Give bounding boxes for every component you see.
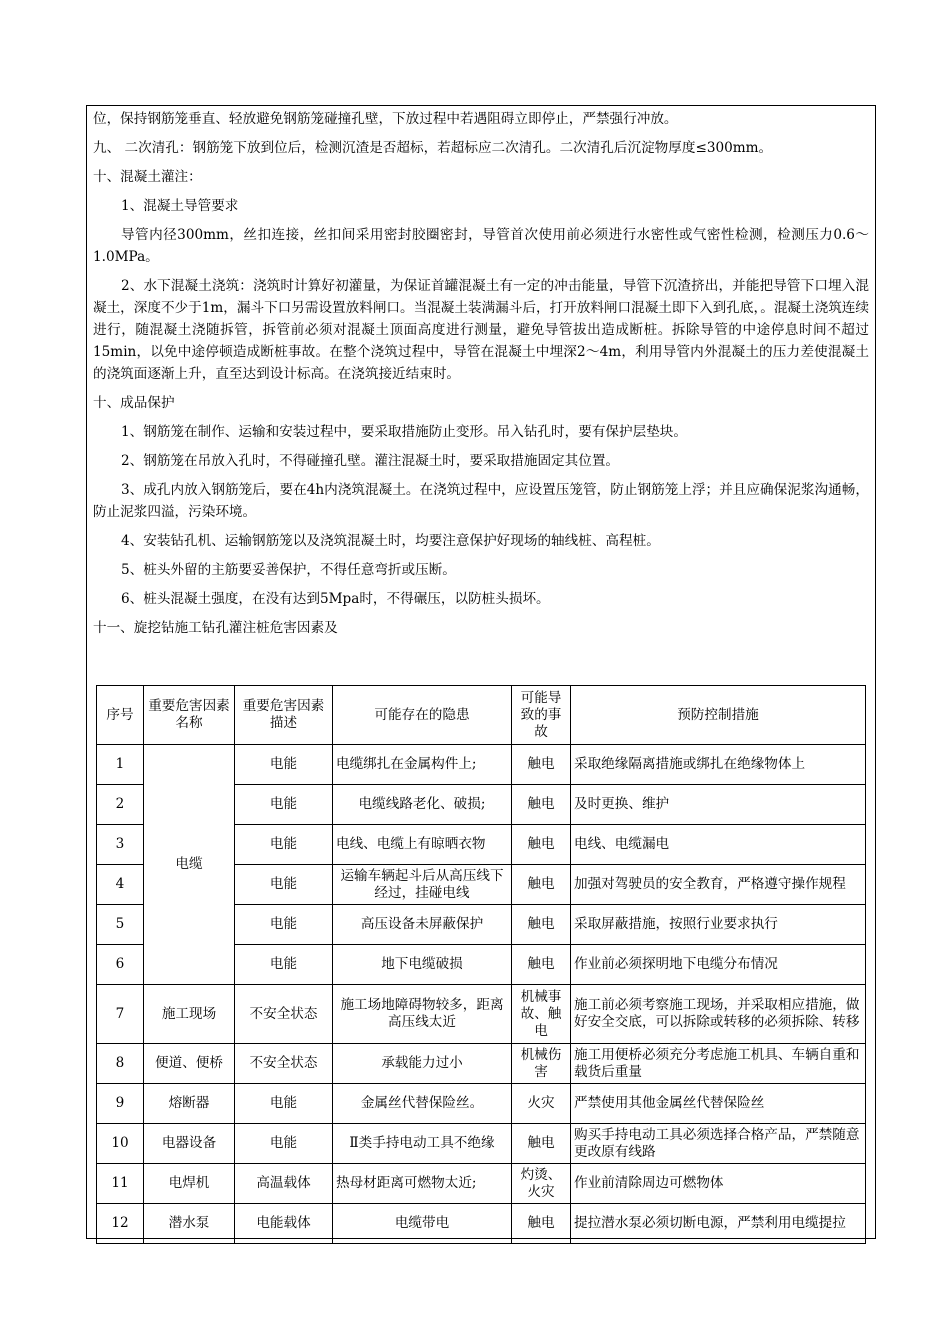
table-cell: 不安全状态 — [235, 1044, 333, 1084]
header-desc: 重要危害因素描述 — [235, 686, 333, 745]
table-cell: Ⅱ类手持电动工具不绝缘 — [333, 1124, 512, 1164]
table-cell: 电能 — [235, 1084, 333, 1124]
table-cell: 9 — [97, 1084, 144, 1124]
paragraph: 6、桩头混凝土强度，在没有达到5Mpa时，不得碾压，以防桩头损坏。 — [121, 591, 550, 607]
header-accident: 可能导致的事故 — [512, 686, 571, 745]
table-row — [97, 985, 866, 1044]
table-cell: 便道、便桥 — [144, 1044, 235, 1084]
table-row — [97, 1164, 866, 1204]
table-cell: 热母材距离可燃物太近; — [333, 1164, 512, 1204]
table-cell: 3 — [97, 825, 144, 865]
table-cell: 电线、电缆上有晾晒衣物 — [333, 825, 512, 865]
paragraph: 3、成孔内放入钢筋笼后，要在4h内浇筑混凝土。在浇筑过程中，应设置压笼管，防止钢筋笼上浮；并且应确保泥浆沟通畅，防止泥浆四溢，污染环境。 — [93, 482, 869, 520]
table-row — [97, 1044, 866, 1084]
table-cell: 电缆线路老化、破损; — [333, 785, 512, 825]
table-cell: 电能 — [235, 865, 333, 905]
table-row — [97, 1084, 866, 1124]
paragraph: 位，保持钢筋笼垂直、轻放避免钢筋笼碰撞孔壁，下放过程中若遇阻碍立即停止，严禁强行冲放。 — [93, 111, 678, 127]
table-cell: 运输车辆起斗后从高压线下经过，挂碰电线 — [333, 865, 512, 905]
table-cell: 电能 — [235, 945, 333, 985]
hazard-table — [96, 685, 866, 1244]
table-row — [97, 745, 866, 785]
table-cell: 电线、电缆漏电 — [571, 825, 866, 865]
header-no: 序号 — [97, 686, 144, 745]
table-cell: 及时更换、维护 — [571, 785, 866, 825]
table-cell: 机械伤害 — [512, 1044, 571, 1084]
table-cell: 地下电缆破损 — [333, 945, 512, 985]
table-cell: 电能 — [235, 745, 333, 785]
table-cell: 触电 — [512, 1124, 571, 1164]
table-cell: 12 — [97, 1204, 144, 1244]
section-heading: 十一、旋挖钻施工钻孔灌注桩危害因素及 — [93, 620, 338, 636]
table-cell: 4 — [97, 865, 144, 905]
table-cell: 施工场地障碍物较多，距离高压线太近 — [333, 985, 512, 1044]
table-cell: 熔断器 — [144, 1084, 235, 1124]
paragraph: 2、水下混凝土浇筑：浇筑时计算好初灌量，为保证首罐混凝土有一定的冲击能量，导管下沉渣挤出，并能把导管下口埋入混凝土，深度不少于1m，漏斗下口另需设置放料闸口。当混凝土装满漏斗后，打开放料闸口混凝土即下入到孔底，。混凝土浇筑连续进行，随混凝土浇随拆管，拆管前必须对混凝土顶面高度进行测量，避免导管拔出造成断桩。拆除导管的中途停息时间不超过15min，以免中途停顿造成断桩事故。在整个浇筑过程中，导管在混凝土中埋深2～4m，利用导管内外混凝土的压力差使混凝土的浇筑面逐渐上升，直至达到设计标高。在浇筑接近结束时。 — [93, 278, 869, 382]
table-cell: 电能 — [235, 785, 333, 825]
section-heading: 十、混凝土灌注： — [93, 169, 202, 185]
section-heading: 十、成品保护 — [93, 395, 175, 411]
header-measure: 预防控制措施 — [571, 686, 866, 745]
table-cell: 电能 — [235, 905, 333, 945]
table-cell: 施工现场 — [144, 985, 235, 1044]
table-cell: 10 — [97, 1124, 144, 1164]
table-cell: 加强对驾驶员的安全教育，严格遵守操作规程 — [571, 865, 866, 905]
table-header-row — [97, 686, 866, 745]
table-cell: 承载能力过小 — [333, 1044, 512, 1084]
table-cell: 触电 — [512, 945, 571, 985]
table-cell: 潜水泵 — [144, 1204, 235, 1244]
table-cell: 购买手持电动工具必须选择合格产品，严禁随意更改原有线路 — [571, 1124, 866, 1164]
header-name: 重要危害因素名称 — [144, 686, 235, 745]
header-hazard: 可能存在的隐患 — [333, 686, 512, 745]
table-cell: 5 — [97, 905, 144, 945]
table-cell: 采取绝缘隔离措施或绑扎在绝缘物体上 — [571, 745, 866, 785]
table-cell: 高温载体 — [235, 1164, 333, 1204]
table-cell: 施工前必须考察施工现场，并采取相应措施，做好安全交底，可以拆除或转移的必须拆除、转移 — [571, 985, 866, 1044]
table-cell: 电焊机 — [144, 1164, 235, 1204]
table-cell: 触电 — [512, 865, 571, 905]
table-cell: 电器设备 — [144, 1124, 235, 1164]
table-cell: 严禁使用其他金属丝代替保险丝 — [571, 1084, 866, 1124]
table-cell: 7 — [97, 985, 144, 1044]
table-cell: 电能 — [235, 825, 333, 865]
table-cell: 触电 — [512, 825, 571, 865]
section-heading: 九、 二次清孔：钢筋笼下放到位后，检测沉渣是否超标，若超标应二次清孔。二次清孔后沉淀物厚度≤300mm。 — [93, 140, 773, 156]
table-cell: 机械事故、触电 — [512, 985, 571, 1044]
table-cell: 触电 — [512, 785, 571, 825]
merged-name-cell: 电缆 — [144, 745, 235, 985]
table-cell: 触电 — [512, 1204, 571, 1244]
table-cell: 电缆带电 — [333, 1204, 512, 1244]
table-cell: 高压设备未屏蔽保护 — [333, 905, 512, 945]
paragraph: 5、桩头外留的主筋要妥善保护，不得任意弯折或压断。 — [121, 562, 456, 578]
table-cell: 提拉潜水泵必须切断电源，严禁利用电缆提拉 — [571, 1204, 866, 1244]
table-cell: 灼烫、火灾 — [512, 1164, 571, 1204]
table-cell: 触电 — [512, 905, 571, 945]
sub-heading: 1、混凝土导管要求 — [121, 198, 239, 214]
table-cell: 施工用便桥必须充分考虑施工机具、车辆自重和载货后重量 — [571, 1044, 866, 1084]
table-cell: 8 — [97, 1044, 144, 1084]
table-cell: 2 — [97, 785, 144, 825]
table-cell: 6 — [97, 945, 144, 985]
table-cell: 采取屏蔽措施，按照行业要求执行 — [571, 905, 866, 945]
table-cell: 作业前必须探明地下电缆分布情况 — [571, 945, 866, 985]
table-row — [97, 1124, 866, 1164]
table-cell: 作业前清除周边可燃物体 — [571, 1164, 866, 1204]
table-cell: 触电 — [512, 745, 571, 785]
table-cell: 1 — [97, 745, 144, 785]
paragraph: 1、钢筋笼在制作、运输和安装过程中，要采取措施防止变形。吊入钻孔时，要有保护层垫块。 — [121, 424, 687, 440]
table-cell: 11 — [97, 1164, 144, 1204]
table-cell: 不安全状态 — [235, 985, 333, 1044]
table-cell: 火灾 — [512, 1084, 571, 1124]
body-text — [93, 108, 869, 646]
table-cell: 电缆绑扎在金属构件上; — [333, 745, 512, 785]
table-cell: 金属丝代替保险丝。 — [333, 1084, 512, 1124]
table-row — [97, 1204, 866, 1244]
paragraph: 2、钢筋笼在吊放入孔时，不得碰撞孔壁。灌注混凝土时，要采取措施固定其位置。 — [121, 453, 620, 469]
paragraph: 4、安装钻孔机、运输钢筋笼以及浇筑混凝土时，均要注意保护好现场的轴线桩、高程桩。 — [121, 533, 660, 549]
table-cell: 电能 — [235, 1124, 333, 1164]
paragraph: 导管内径300mm，丝扣连接，丝扣间采用密封胶圈密封，导管首次使用前必须进行水密性或气密性检测，检测压力0.6～1.0MPa。 — [93, 227, 869, 265]
table-cell: 电能载体 — [235, 1204, 333, 1244]
